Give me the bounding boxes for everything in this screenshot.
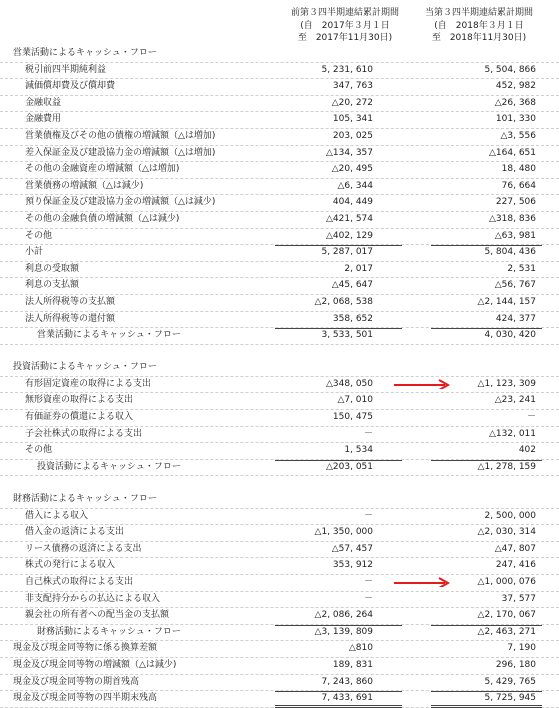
row-label: 利息の受取額 bbox=[25, 263, 80, 274]
prev-period-value: △20, 495 bbox=[331, 164, 373, 175]
curr-period-value: △132, 011 bbox=[489, 428, 536, 439]
prev-period-value: － bbox=[363, 577, 373, 587]
row-label: リース債務の返済による支出 bbox=[25, 543, 142, 554]
row-label: 非支配持分からの払込による収入 bbox=[25, 593, 161, 604]
table-row bbox=[0, 212, 559, 229]
curr-period-value: △1, 278, 159 bbox=[477, 461, 536, 472]
prev-period-value: △3, 139, 809 bbox=[314, 626, 373, 637]
prev-period-value: △1, 350, 000 bbox=[314, 527, 373, 538]
prev-period-value: 358, 652 bbox=[332, 313, 373, 324]
row-label: 金融費用 bbox=[25, 114, 62, 125]
curr-period-value: 7, 190 bbox=[507, 643, 536, 654]
prev-period-value: △6, 344 bbox=[337, 180, 373, 191]
curr-period-value: △164, 651 bbox=[489, 147, 536, 158]
table-row bbox=[0, 492, 559, 509]
table-row bbox=[0, 377, 559, 394]
table-row bbox=[0, 112, 559, 129]
prev-period-value: 7, 433, 691 bbox=[321, 693, 373, 704]
curr-period-value: 2, 531 bbox=[507, 263, 536, 274]
header-curr-period bbox=[409, 7, 549, 45]
table-row bbox=[0, 278, 559, 295]
table-row bbox=[0, 393, 559, 410]
table-row bbox=[0, 675, 559, 692]
row-label: 借入金の返済による支出 bbox=[25, 527, 125, 538]
curr-period-value: 2, 500, 000 bbox=[484, 510, 536, 521]
curr-period-value: 76, 664 bbox=[501, 180, 536, 191]
row-label: 子会社株式の取得による支出 bbox=[25, 428, 143, 439]
cash-flow-table bbox=[0, 46, 559, 708]
curr-period-value: 5, 504, 866 bbox=[484, 64, 536, 75]
row-label: 現金及び現金同等物に係る換算差額 bbox=[13, 643, 158, 654]
table-row bbox=[0, 63, 559, 80]
row-label: 預り保証金及び建設協力金の増減額（△は減少) bbox=[25, 197, 216, 208]
table-row bbox=[0, 129, 559, 146]
row-label: その他 bbox=[25, 445, 53, 456]
table-row bbox=[0, 360, 559, 377]
prev-period-value: △810 bbox=[348, 643, 373, 654]
row-label: 親会社の所有者への配当金の支払額 bbox=[25, 610, 170, 621]
prev-period-value: △20, 272 bbox=[331, 97, 373, 108]
curr-period-value: － bbox=[526, 412, 536, 423]
row-label: その他の金融資産の増減額（△は増加) bbox=[25, 164, 180, 175]
header-curr-from: (自 2018年３月１日 bbox=[434, 20, 524, 31]
curr-period-value: △47, 807 bbox=[494, 543, 536, 554]
prev-period-value: △2, 068, 538 bbox=[314, 296, 373, 307]
curr-period-value: 296, 180 bbox=[495, 659, 536, 670]
prev-period-value: 150, 475 bbox=[332, 412, 373, 423]
table-row bbox=[0, 658, 559, 675]
curr-period-value: △2, 170, 067 bbox=[477, 610, 536, 621]
row-label: 営業活動によるキャッシュ・フロー bbox=[13, 48, 157, 58]
row-label: 減価償却費及び償却費 bbox=[25, 81, 116, 92]
prev-period-value: 404, 449 bbox=[332, 197, 373, 208]
table-row bbox=[0, 691, 559, 708]
row-label: 利息の支払額 bbox=[25, 280, 80, 291]
prev-period-value: 5, 287, 017 bbox=[321, 247, 373, 258]
curr-period-value: △1, 000, 076 bbox=[477, 577, 536, 587]
red-arrow-icon bbox=[392, 577, 452, 587]
prev-period-value: 347, 763 bbox=[332, 81, 373, 92]
table-row bbox=[0, 262, 559, 279]
row-label: 投資活動によるキャッシュ・フロー bbox=[13, 362, 157, 373]
prev-period-value: 189, 831 bbox=[332, 659, 373, 670]
row-label: 現金及び現金同等物の増減額（△は減少) bbox=[13, 659, 177, 670]
table-row bbox=[0, 509, 559, 526]
curr-period-value: △1, 123, 309 bbox=[477, 378, 536, 389]
curr-period-value: △26, 368 bbox=[494, 97, 536, 108]
curr-period-value: 452, 982 bbox=[495, 81, 536, 92]
row-label: 営業活動によるキャッシュ・フロー bbox=[37, 330, 181, 341]
curr-period-value: △56, 767 bbox=[494, 280, 536, 291]
table-row bbox=[0, 608, 559, 625]
table-row bbox=[0, 146, 559, 163]
curr-period-value: △2, 144, 157 bbox=[477, 296, 536, 307]
table-row bbox=[0, 195, 559, 212]
row-label: その他 bbox=[25, 230, 53, 241]
curr-period-value: 5, 725, 945 bbox=[484, 693, 536, 704]
row-label: 金融収益 bbox=[25, 97, 62, 108]
prev-period-value: 203, 025 bbox=[332, 130, 373, 141]
curr-period-value: △318, 836 bbox=[489, 213, 536, 224]
header-prev-period bbox=[275, 7, 415, 45]
header-prev-title: 前第３四半期連結累計期間 bbox=[290, 8, 399, 18]
table-row bbox=[0, 245, 559, 262]
row-label: 有形固定資産の取得による支出 bbox=[25, 378, 152, 389]
prev-period-value: △134, 357 bbox=[326, 147, 373, 158]
curr-period-value: 4, 030, 420 bbox=[484, 330, 536, 341]
row-label: 株式の発行による収入 bbox=[25, 560, 116, 571]
row-label: 営業債権及びその他の債権の増減額（△は増加) bbox=[25, 130, 216, 141]
table-row bbox=[0, 162, 559, 179]
table-row bbox=[0, 312, 559, 329]
table-row bbox=[0, 295, 559, 312]
curr-period-value: 18, 480 bbox=[501, 164, 536, 175]
table-row bbox=[0, 229, 559, 246]
prev-period-value: △203, 051 bbox=[326, 461, 373, 472]
prev-period-value: 105, 341 bbox=[332, 114, 373, 125]
curr-period-value: 101, 330 bbox=[495, 114, 536, 125]
row-label: 小計 bbox=[25, 247, 44, 258]
row-label: 有価証券の償還による収入 bbox=[25, 412, 134, 423]
table-row bbox=[0, 592, 559, 609]
prev-period-value: － bbox=[363, 428, 373, 439]
table-row bbox=[0, 460, 559, 477]
prev-period-value: △402, 129 bbox=[326, 230, 373, 241]
row-label: 現金及び現金同等物の四半期末残高 bbox=[13, 693, 158, 704]
row-label: 差入保証金及び建設協力金の増減額（△は増加) bbox=[25, 147, 216, 158]
curr-period-value: △63, 981 bbox=[494, 230, 536, 241]
curr-period-value: 247, 416 bbox=[495, 560, 536, 571]
table-row bbox=[0, 558, 559, 575]
table-row bbox=[0, 79, 559, 96]
header-prev-to: 至 2017年11月30日) bbox=[297, 33, 393, 43]
prev-period-value: 353, 912 bbox=[332, 560, 373, 571]
prev-period-value: △57, 457 bbox=[331, 543, 373, 554]
row-label: 投資活動によるキャッシュ・フロー bbox=[37, 461, 181, 472]
prev-period-value: 2, 017 bbox=[344, 263, 373, 274]
table-row bbox=[0, 525, 559, 542]
curr-period-value: △2, 463, 271 bbox=[477, 626, 536, 637]
prev-period-value: △7, 010 bbox=[337, 395, 373, 406]
spacer-row bbox=[0, 345, 559, 361]
table-row bbox=[0, 575, 559, 592]
curr-period-value: 5, 804, 436 bbox=[484, 247, 536, 258]
row-label: その他の金融負債の増減額（△は減少) bbox=[25, 213, 180, 224]
prev-period-value: 5, 231, 610 bbox=[321, 64, 373, 75]
prev-period-value: △421, 574 bbox=[326, 213, 373, 224]
table-row bbox=[0, 410, 559, 427]
row-label: 税引前四半期純利益 bbox=[25, 64, 107, 75]
table-row bbox=[0, 443, 559, 460]
curr-period-value: △2, 030, 314 bbox=[477, 527, 536, 538]
table-row bbox=[0, 641, 559, 658]
row-label: 無形資産の取得による支出 bbox=[25, 395, 134, 406]
prev-period-value: △348, 050 bbox=[326, 378, 373, 389]
row-label: 財務活動によるキャッシュ・フロー bbox=[13, 494, 157, 505]
table-row bbox=[0, 542, 559, 559]
spacer-row bbox=[0, 476, 559, 492]
prev-period-value: △2, 086, 264 bbox=[314, 610, 373, 621]
row-label: 現金及び現金同等物の期首残高 bbox=[13, 676, 140, 687]
table-row bbox=[0, 427, 559, 444]
prev-period-value: － bbox=[363, 593, 373, 604]
table-row bbox=[0, 328, 559, 345]
prev-period-value: △45, 647 bbox=[331, 280, 373, 291]
prev-period-value: 7, 243, 860 bbox=[321, 676, 373, 687]
table-row bbox=[0, 46, 559, 63]
header-curr-title: 当第３四半期連結累計期間 bbox=[424, 8, 533, 18]
prev-period-value: － bbox=[363, 510, 373, 521]
row-label: 財務活動によるキャッシュ・フロー bbox=[37, 626, 181, 637]
row-label: 法人所得税等の還付額 bbox=[25, 313, 116, 324]
table-row bbox=[0, 179, 559, 196]
prev-period-value: 1, 534 bbox=[344, 445, 373, 456]
curr-period-value: △23, 241 bbox=[494, 395, 536, 406]
row-label: 借入による収入 bbox=[25, 510, 89, 521]
curr-period-value: △3, 556 bbox=[500, 130, 536, 141]
prev-period-value: 3, 533, 501 bbox=[321, 330, 373, 341]
curr-period-value: 402 bbox=[518, 445, 536, 456]
table-row bbox=[0, 625, 559, 642]
curr-period-value: 227, 506 bbox=[495, 197, 536, 208]
red-arrow-icon bbox=[392, 379, 452, 389]
row-label: 営業債務の増減額（△は減少) bbox=[25, 180, 144, 191]
curr-period-value: 37, 577 bbox=[501, 593, 536, 604]
curr-period-value: 5, 429, 765 bbox=[484, 676, 536, 687]
table-row bbox=[0, 96, 559, 113]
header-prev-from: (自 2017年３月１日 bbox=[300, 20, 390, 31]
row-label: 法人所得税等の支払額 bbox=[25, 296, 116, 307]
header-curr-to: 至 2018年11月30日) bbox=[431, 33, 527, 43]
curr-period-value: 424, 377 bbox=[495, 313, 536, 324]
row-label: 自己株式の取得による支出 bbox=[25, 577, 134, 587]
